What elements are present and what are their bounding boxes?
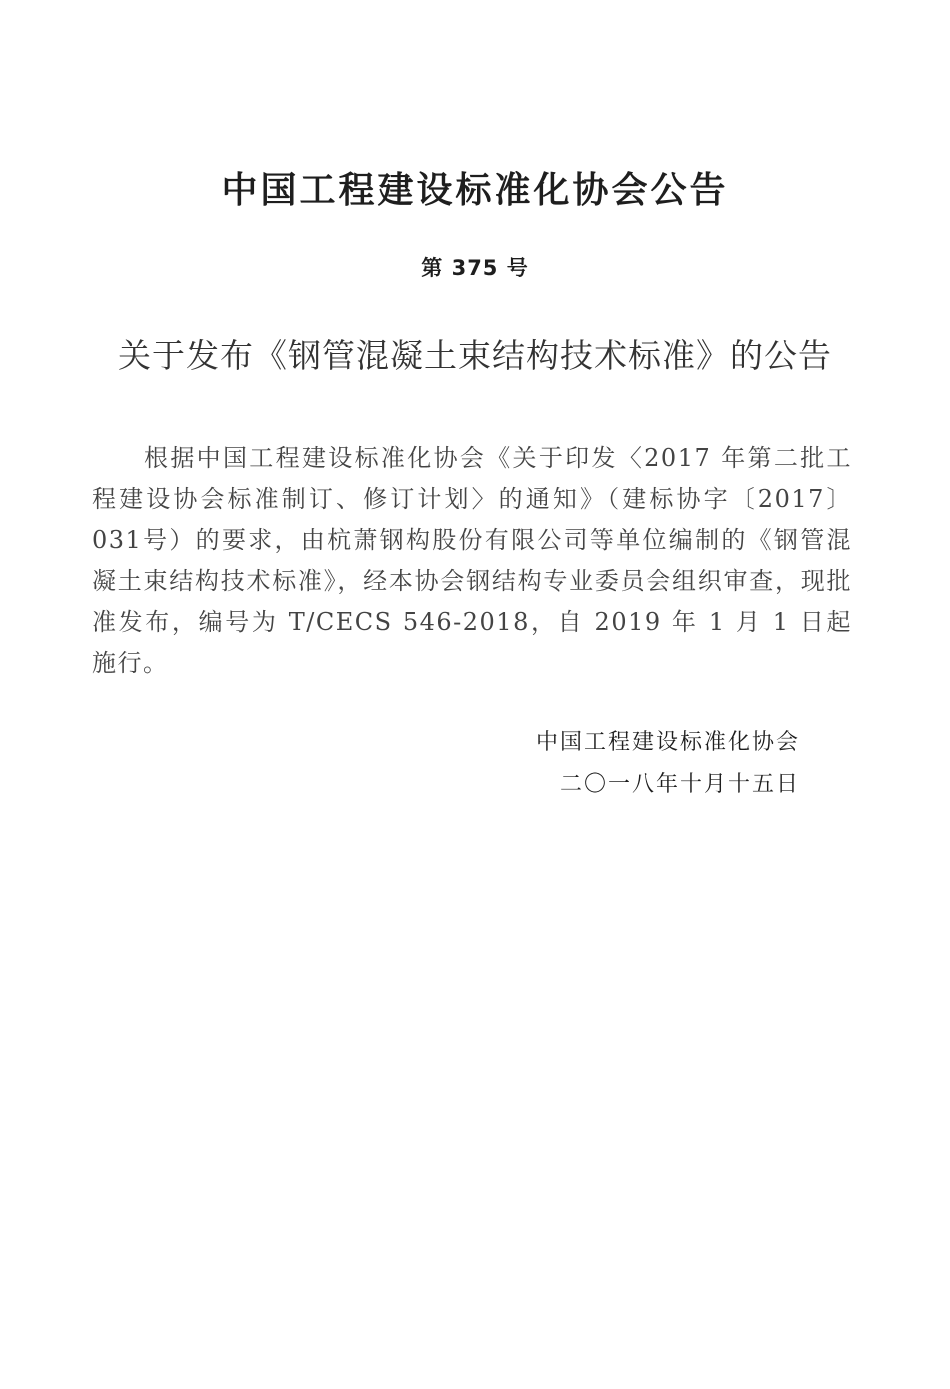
signature-block <box>470 722 800 806</box>
announcement-subject: 关于发布《钢管混凝土束结构技术标准》的公告 <box>118 336 832 375</box>
announcement-org-title: 中国工程建设标准化协会公告 <box>221 170 729 211</box>
announcement-body: 根据中国工程建设标准化协会《关于印发〈2017 年第二批工程建设协会标准制订、修订计划〉的通知》（建标协字〔2017〕031号）的要求，由杭萧钢构股份有限公司等单位编制的《钢管混凝土束结构技术标准》，经本协会钢结构专业委员会组织审查，现批准发布，编号为 T/CECS 546-2018，自 2019 年 1 月 1 日起施行。 <box>92 444 852 677</box>
announcement-date: 二〇一八年十月十五日 <box>559 772 800 797</box>
signatory-name: 中国工程建设标准化协会 <box>535 730 800 755</box>
announcement-issue-number: 第 375 号 <box>421 256 529 280</box>
